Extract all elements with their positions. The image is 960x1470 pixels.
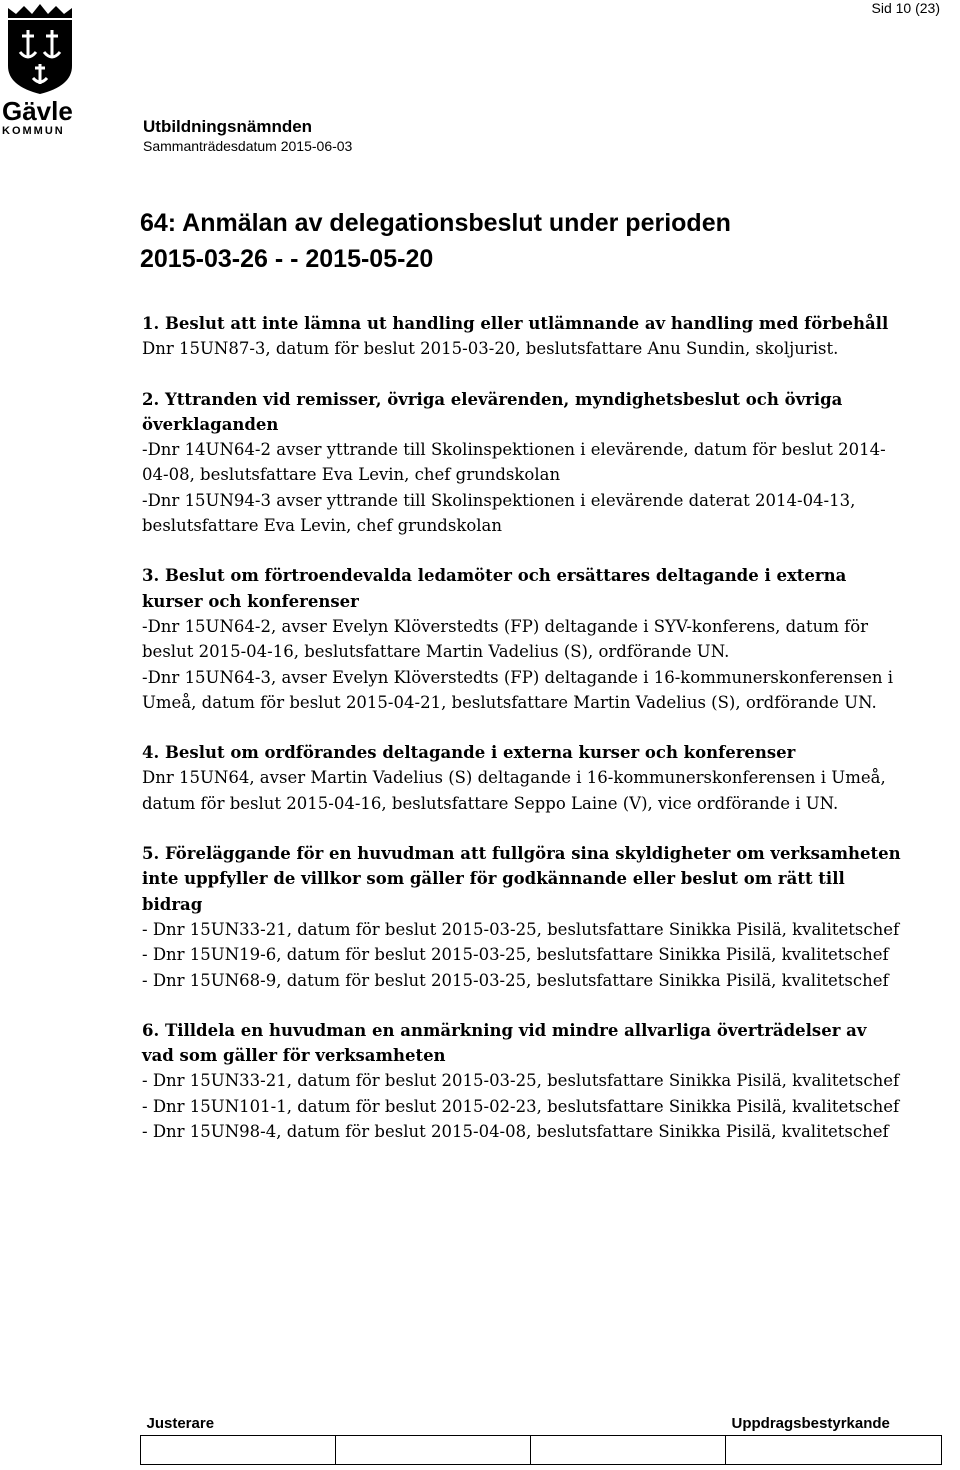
decision-title: 2. Yttranden vid remisser, övriga elevärenden, myndighetsbeslut och övriga överklaganden — [142, 389, 843, 434]
svg-text:KOMMUN: KOMMUN — [2, 125, 65, 137]
decision-item-1 — [142, 311, 902, 362]
decision-title: 6. Tilldela en huvudman en anmärkning vid mindre allvarliga överträdelser av vad som gäller för verksamheten — [142, 1020, 867, 1066]
decision-line: - Dnr 15UN98-4, datum för beslut 2015-04-08, beslutsfattare Sinikka Pisilä, kvalitetschef — [142, 1122, 889, 1142]
gavle-kommun-logo — [0, 0, 80, 140]
decision-line: -Dnr 14UN64-2 avser yttrande till Skolinspektionen i elevärende, datum för beslut 2014-04-08, beslutsfattare Eva Levin, chef grundskolan — [142, 440, 886, 485]
uppdragsbestyrkande-label: Uppdragsbestyrkande — [731, 1415, 890, 1432]
decision-line: - Dnr 15UN33-21, datum för beslut 2015-03-25, beslutsfattare Sinikka Pisilä, kvalitetschef — [142, 1071, 900, 1091]
signature-box — [726, 1436, 942, 1465]
decision-title: 4. Beslut om ordförandes deltagande i externa kurser och konferenser — [142, 743, 796, 763]
decision-item-6 — [142, 1018, 902, 1144]
svg-text:Gävle: Gävle — [2, 96, 73, 126]
decision-line: - Dnr 15UN68-9, datum för beslut 2015-03-25, beslutsfattare Sinikka Pisilä, kvalitetschef — [142, 970, 889, 990]
decision-line: - Dnr 15UN19-6, datum för beslut 2015-03-25, beslutsfattare Sinikka Pisilä, kvalitetschef — [142, 945, 889, 965]
decision-item-2 — [142, 387, 902, 539]
decision-title: 5. Föreläggande för en huvudman att fullgöra sina skyldigheter om verksamheten inte uppfyller de villkor som gäller för godkännande eller beslut om rätt till bidrag — [142, 844, 901, 914]
decision-item-5 — [142, 841, 902, 993]
page-number: Sid 10 (23) — [871, 0, 940, 16]
decision-line: -Dnr 15UN64-2, avser Evelyn Klöverstedts (FP) deltagande i SYV-konferens, datum för beslut 2015-04-16, beslutsfattare Martin Vadelius (S), ordförande UN. — [142, 616, 869, 662]
meeting-date: Sammanträdesdatum 2015-06-03 — [143, 138, 353, 154]
page-title-line2: 2015-03-26 - - 2015-05-20 — [140, 245, 434, 273]
decision-title: 3. Beslut om förtroendevalda ledamöter och ersättares deltagande i externa kurser och konferenser — [142, 566, 847, 611]
decision-item-3 — [142, 563, 902, 715]
decision-line: - Dnr 15UN33-21, datum för beslut 2015-03-25, beslutsfattare Sinikka Pisilä, kvalitetschef — [142, 919, 900, 939]
decision-item-4 — [142, 740, 902, 816]
justerare-label: Justerare — [146, 1415, 215, 1432]
signature-table — [140, 1407, 942, 1465]
decision-list — [142, 311, 902, 1169]
signature-box — [141, 1436, 336, 1465]
signature-box — [531, 1436, 726, 1465]
decision-line: Dnr 15UN64, avser Martin Vadelius (S) deltagande i 16-kommunerskonferensen i Umeå, datum för beslut 2015-04-16, beslutsfattare Seppo Laine (V), vice ordförande i UN. — [142, 768, 886, 813]
page-title-line1: 64: Anmälan av delegationsbeslut under perioden — [140, 209, 731, 237]
page-title — [140, 205, 900, 277]
decision-title: 1. Beslut att inte lämna ut handling eller utlämnande av handling med förbehåll — [142, 314, 889, 333]
decision-line: -Dnr 15UN64-3, avser Evelyn Klöverstedts (FP) deltagande i 16-kommunerskonferensen i Umeå, datum för beslut 2015-04-21, beslutsfattare Martin Vadelius (S), ordförande UN. — [142, 667, 893, 712]
decision-line: -Dnr 15UN94-3 avser yttrande till Skolinspektionen i elevärende daterat 2014-04-13, beslutsfattare Eva Levin, chef grundskolan — [142, 490, 856, 536]
org-title: Utbildningsnämnden — [143, 117, 313, 136]
decision-line: - Dnr 15UN101-1, datum för beslut 2015-02-23, beslutsfattare Sinikka Pisilä, kvalitetschef — [142, 1096, 900, 1116]
signature-box — [336, 1436, 531, 1465]
decision-line: Dnr 15UN87-3, datum för beslut 2015-03-20, beslutsfattare Anu Sundin, skoljurist. — [142, 339, 839, 359]
